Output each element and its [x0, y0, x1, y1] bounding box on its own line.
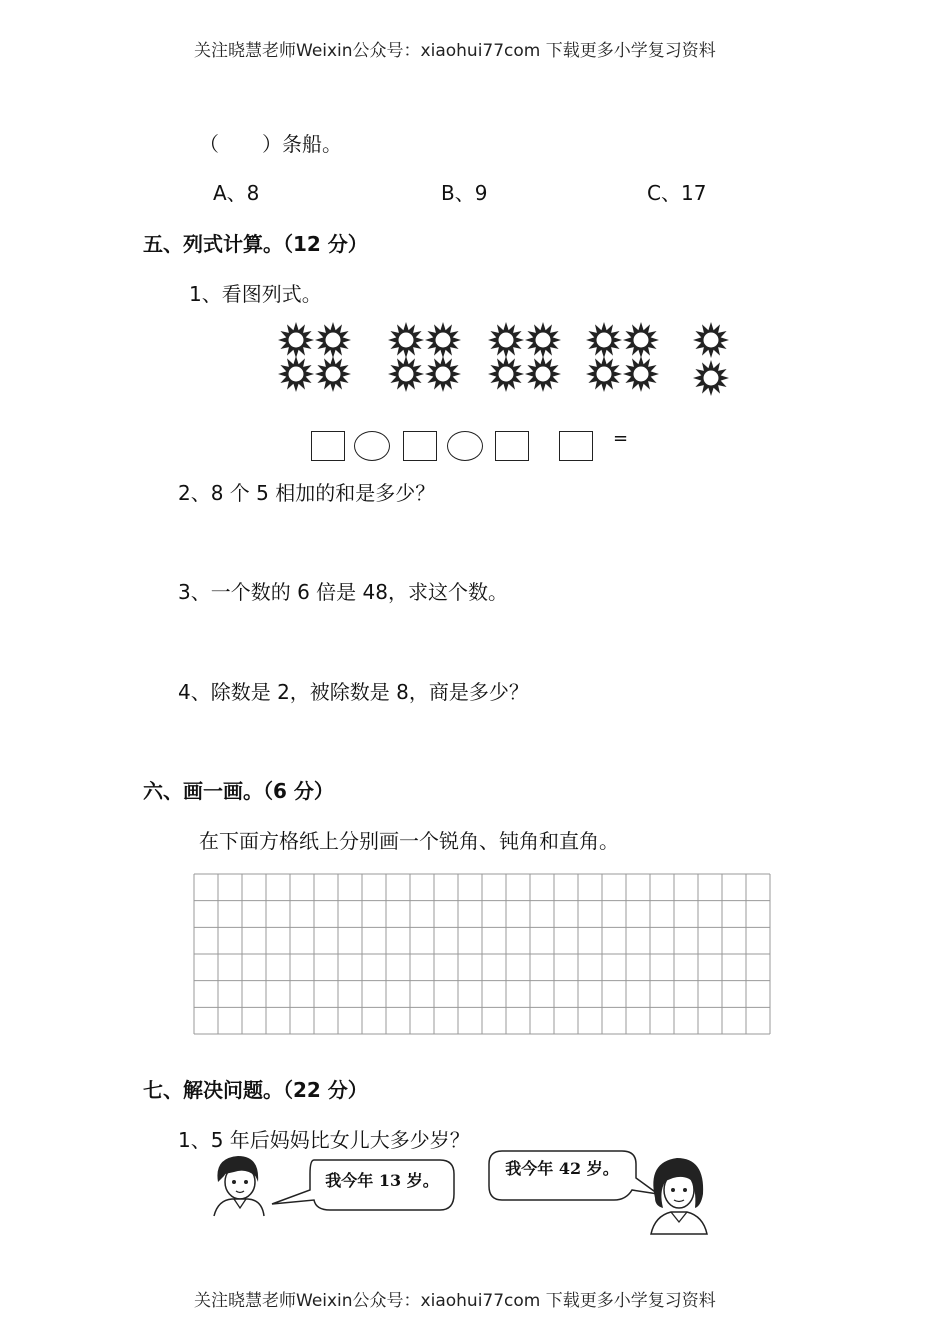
- option-c: C、17: [647, 181, 707, 205]
- speech-bubble-daughter: [270, 1156, 460, 1216]
- sun-icon: [488, 322, 524, 358]
- sun-icon: [278, 322, 314, 358]
- section5-title: 五、列式计算。（12 分）: [143, 232, 368, 256]
- section7-q1-text: 1、5 年后妈妈比女儿大多少岁？: [178, 1128, 470, 1152]
- question-tail-text: ）条船。: [262, 132, 342, 156]
- section5-q4: 4、除数是 2，被除数是 8，商是多少？: [178, 680, 529, 704]
- section6-title: 六、画一画。（6 分）: [143, 779, 334, 803]
- sun-icon: [488, 356, 524, 392]
- sun-figure: [270, 318, 740, 400]
- sun-icon: [388, 356, 424, 392]
- equals-sign: =: [613, 428, 629, 449]
- section7-title: 七、解决问题。（22 分）: [143, 1078, 368, 1102]
- speech-bubble-mother: [486, 1148, 662, 1204]
- answer-box: [559, 431, 593, 461]
- sun-icon: [623, 356, 659, 392]
- answer-bracket-open: （: [199, 132, 219, 156]
- sun-icon: [315, 356, 351, 392]
- mother-illustration: [643, 1154, 715, 1236]
- equation-box: [495, 431, 529, 461]
- sun-icon: [693, 360, 729, 396]
- sun-icon: [425, 322, 461, 358]
- page-footer: 关注晓慧老师Weixin公众号：xiaohui77com 下载更多小学复习资料: [194, 1291, 716, 1311]
- sun-icon: [586, 356, 622, 392]
- girl-illustration: [208, 1152, 270, 1218]
- sun-icon: [623, 322, 659, 358]
- section5-q3: 3、一个数的 6 倍是 48，求这个数。: [178, 580, 508, 604]
- sun-icon: [525, 356, 561, 392]
- sun-icon: [425, 356, 461, 392]
- operator-circle: [447, 431, 483, 461]
- grid-paper: [193, 873, 771, 1035]
- section5-q2: 2、8 个 5 相加的和是多少？: [178, 481, 436, 505]
- page-header: 关注晓慧老师Weixin公众号：xiaohui77com 下载更多小学复习资料: [194, 41, 716, 61]
- sun-icon: [693, 322, 729, 358]
- sun-icon: [388, 322, 424, 358]
- equation-box: [403, 431, 437, 461]
- sun-icon: [278, 356, 314, 392]
- daughter-speech-text: 我今年 13 岁。: [325, 1171, 439, 1190]
- option-a: A、8: [213, 181, 260, 205]
- section5-q1-text: 1、看图列式。: [189, 282, 322, 306]
- section6-instruction: 在下面方格纸上分别画一个锐角、钝角和直角。: [199, 829, 619, 853]
- equation-box: [311, 431, 345, 461]
- sun-icon: [586, 322, 622, 358]
- sun-icon: [525, 322, 561, 358]
- sun-icon: [315, 322, 351, 358]
- operator-circle: [354, 431, 390, 461]
- mother-speech-text: 我今年 42 岁。: [505, 1159, 619, 1178]
- option-b: B、9: [441, 181, 488, 205]
